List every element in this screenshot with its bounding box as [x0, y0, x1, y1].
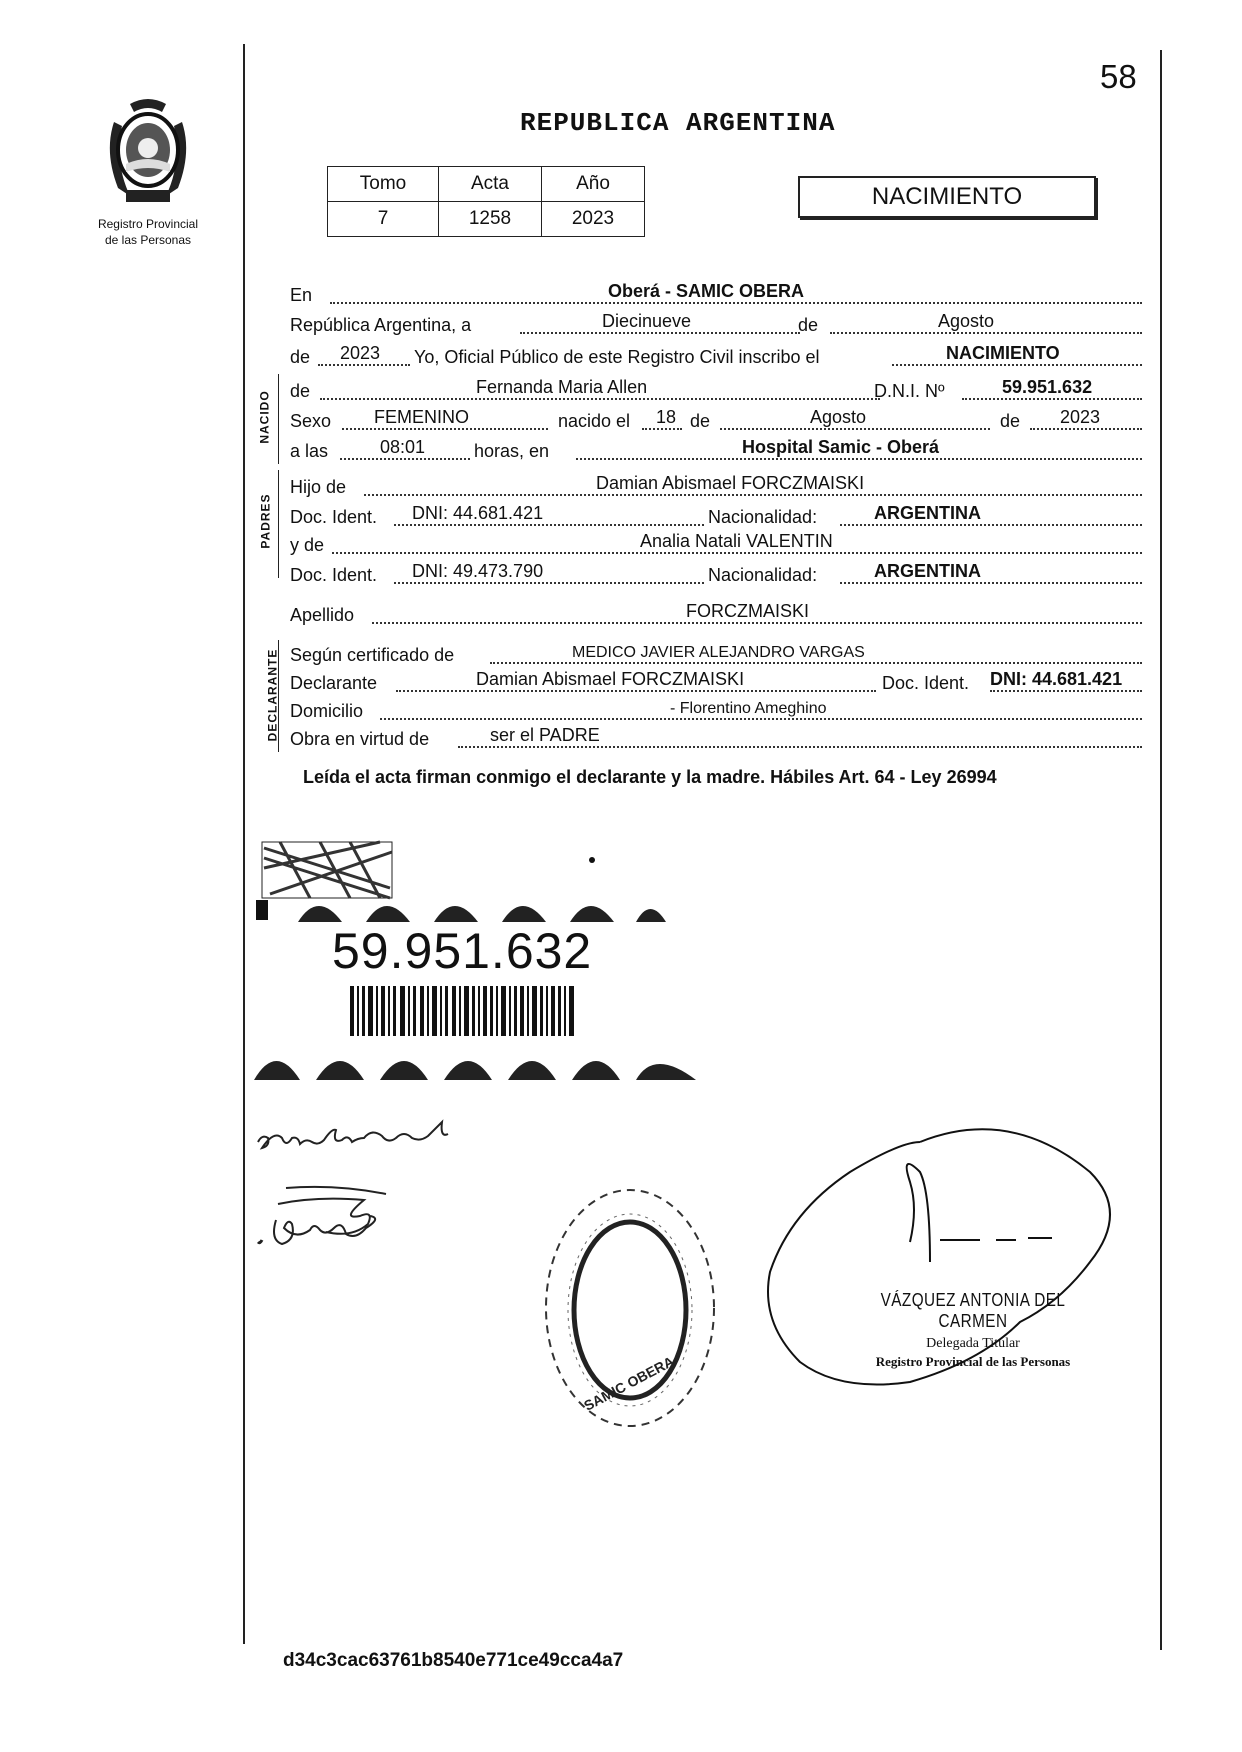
label-sexo: Sexo	[290, 411, 332, 431]
label-a-las: a las	[290, 441, 329, 461]
year-value: 2023	[340, 343, 381, 363]
registry-table	[327, 166, 645, 237]
birth-time-value: 08:01	[380, 437, 426, 457]
label-obra-virtud: Obra en virtud de	[290, 729, 430, 749]
sticker-dni-number: 59.951.632	[332, 923, 593, 979]
mother-name-value: Analia Natali VALENTIN	[640, 531, 833, 551]
registry-logo	[88, 92, 208, 247]
acta-value: 1258	[439, 202, 542, 237]
registered-type-value: NACIMIENTO	[946, 343, 1060, 363]
label-de-month: de	[798, 315, 819, 335]
child-name-value: Fernanda Maria Allen	[476, 377, 648, 397]
birth-month-value: Agosto	[810, 407, 867, 427]
declarant-row	[290, 670, 1142, 696]
label-apellido: Apellido	[290, 605, 355, 625]
label-hijo-de: Hijo de	[290, 477, 347, 497]
surname-row	[290, 602, 1142, 628]
place-value: Oberá - SAMIC OBERA	[608, 281, 805, 301]
birth-place-value: Hospital Samic - Oberá	[742, 437, 940, 457]
country-title: REPUBLICA ARGENTINA	[520, 108, 836, 138]
father-doc-value: DNI: 44.681.421	[412, 503, 544, 523]
mother-signature	[256, 1180, 416, 1260]
father-name-row	[290, 474, 1142, 500]
birth-year-value: 2023	[1060, 407, 1101, 427]
nacido-bracket	[278, 374, 279, 464]
certificate-by-value: MEDICO JAVIER ALEJANDRO VARGAS	[572, 644, 865, 661]
tomo-value: 7	[328, 202, 439, 237]
document-hash: d34c3cac63761b8540e771ce49cca4a7	[283, 1650, 624, 1671]
declarant-signature	[252, 1108, 492, 1168]
declarant-name-value: Damian Abismael FORCZMAISKI	[476, 669, 745, 689]
right-margin-line	[1160, 50, 1162, 1650]
left-margin-line	[243, 44, 245, 1644]
day-words-value: Diecinueve	[602, 311, 692, 331]
official-org: Registro Provincial de las Personas	[875, 1354, 1071, 1369]
child-name-row	[290, 378, 1142, 404]
scratched-patch	[262, 842, 392, 898]
birth-time-row	[290, 438, 1142, 464]
side-label-nacido: NACIDO	[257, 390, 272, 444]
label-de-child: de	[290, 381, 311, 401]
label-segun-certificado: Según certificado de	[290, 645, 455, 665]
mother-doc-value: DNI: 49.473.790	[412, 561, 544, 581]
sex-value: FEMENINO	[374, 407, 470, 427]
label-de-birth-month: de	[690, 411, 711, 431]
mother-nationality-value: ARGENTINA	[874, 561, 981, 581]
official-block	[843, 1290, 1103, 1370]
label-horas-en: horas, en	[474, 441, 550, 461]
date-row	[290, 312, 1142, 338]
certificate-row	[290, 642, 1142, 668]
closing-statement: Leída el acta firman conmigo el declarante y la madre. Hábiles Art. 64 - Ley 26994	[303, 767, 997, 787]
sticker-top-pattern	[256, 900, 666, 922]
logo-caption-line2: de las Personas	[104, 233, 192, 247]
label-declarante: Declarante	[290, 673, 378, 693]
ano-header: Año	[542, 167, 645, 202]
barcode	[350, 986, 574, 1036]
label-nacionalidad-mother: Nacionalidad:	[708, 565, 818, 585]
label-y-de: y de	[290, 535, 325, 555]
child-dni-value: 59.951.632	[1002, 377, 1093, 397]
label-dni: D.N.I. Nº	[874, 381, 945, 401]
birth-day-value: 18	[656, 407, 677, 427]
address-row	[290, 698, 1142, 724]
father-name-value: Damian Abismael FORCZMAISKI	[596, 473, 865, 493]
label-de-year: de	[290, 347, 311, 367]
label-doc-ident-mother: Doc. Ident.	[290, 565, 378, 585]
sticker-bottom-pattern	[254, 1061, 696, 1080]
side-label-declarante: DECLARANTE	[265, 648, 280, 742]
label-doc-ident-father: Doc. Ident.	[290, 507, 378, 527]
label-en: En	[290, 285, 313, 305]
tomo-header: Tomo	[328, 167, 439, 202]
label-nacionalidad-father: Nacionalidad:	[708, 507, 818, 527]
label-doc-ident-declarant: Doc. Ident.	[882, 673, 970, 693]
label-republica: República Argentina, a	[290, 315, 472, 335]
ink-dot	[589, 857, 595, 863]
act-type-box: NACIMIENTO	[798, 176, 1096, 218]
official-role: Delegada Titular	[926, 1336, 1020, 1351]
sex-row	[290, 408, 1142, 434]
side-label-padres: PADRES	[258, 493, 273, 549]
provincial-seal-icon	[100, 92, 196, 210]
month-value: Agosto	[938, 311, 995, 331]
padres-bracket	[278, 470, 279, 578]
father-doc-row	[290, 504, 1142, 530]
place-row	[290, 282, 1142, 308]
label-nacido-el: nacido el	[558, 411, 631, 431]
registry-stamp	[530, 1176, 730, 1446]
official-name: VÁZQUEZ ANTONIA DEL CARMEN	[880, 1290, 1066, 1331]
label-domicilio: Domicilio	[290, 701, 364, 721]
page-number: 58	[1100, 58, 1137, 95]
label-yo-oficial: Yo, Oficial Público de este Registro Civil inscribo el	[414, 347, 820, 367]
stamp-text: SAMIC OBERA	[581, 1352, 677, 1414]
ano-value: 2023	[542, 202, 645, 237]
label-de-birth-year: de	[1000, 411, 1021, 431]
address-value: - Florentino Ameghino	[670, 700, 827, 717]
father-nationality-value: ARGENTINA	[874, 503, 981, 523]
year-row	[290, 344, 1142, 370]
declarant-doc-value: DNI: 44.681.421	[990, 669, 1123, 689]
mother-name-row	[290, 532, 1142, 558]
mother-doc-row	[290, 562, 1142, 588]
surname-value: FORCZMAISKI	[686, 601, 810, 621]
acta-header: Acta	[439, 167, 542, 202]
acts-as-row	[290, 726, 1142, 752]
logo-caption-line1: Registro Provincial	[97, 217, 199, 231]
acts-as-value: ser el PADRE	[490, 725, 600, 745]
